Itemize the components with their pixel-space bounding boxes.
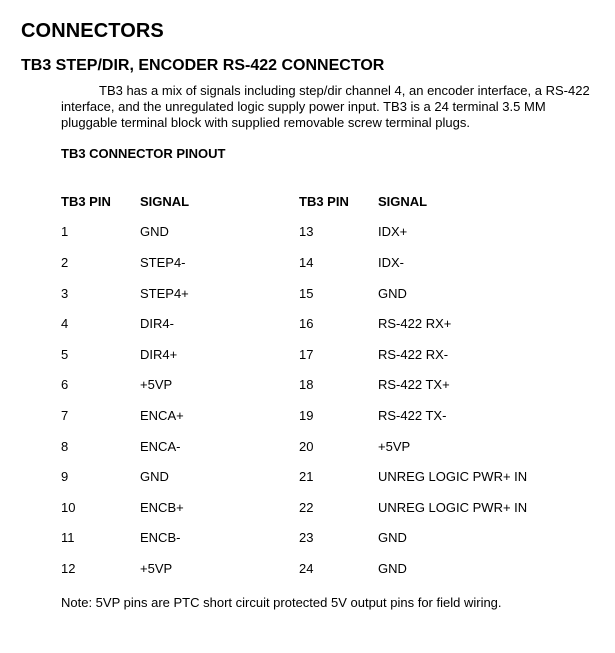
connector-heading: TB3 STEP/DIR, ENCODER RS-422 CONNECTOR [21,57,385,74]
pin-cell: 2 [61,254,69,270]
signal-cell: +5VP [378,438,411,454]
table-row [61,308,581,339]
pin-cell: 16 [299,316,314,332]
table-row [61,492,581,523]
pin-cell: 21 [299,469,314,485]
pin-cell: 6 [61,377,69,393]
pin-cell: 22 [299,499,314,515]
table-row [61,461,581,492]
pin-cell: 10 [61,499,76,515]
signal-cell: IDX+ [378,224,408,240]
signal-cell: GND [140,224,169,240]
table-row [61,400,581,431]
header-pin-left: TB3 PIN [61,193,111,209]
signal-cell: STEP4+ [140,285,189,301]
pin-cell: 5 [61,346,69,362]
table-row [61,278,581,309]
pin-cell: 13 [299,224,314,240]
signal-cell: DIR4+ [140,346,178,362]
pin-cell: 1 [61,224,69,240]
pin-cell: 3 [61,285,69,301]
table-row [61,217,581,248]
signal-cell: IDX- [378,254,404,270]
pinout-table [61,186,581,584]
signal-cell: RS-422 TX+ [378,377,450,393]
pin-cell: 4 [61,316,69,332]
signal-cell: ENCB+ [140,499,184,515]
signal-cell: STEP4- [140,254,186,270]
signal-cell: GND [140,469,169,485]
header-signal-left: SIGNAL [140,193,190,209]
table-row [61,431,581,462]
table-row [61,523,581,554]
header-pin-right: TB3 PIN [299,193,349,209]
footnote: Note: 5VP pins are PTC short circuit protected 5V output pins for field wiring. [61,595,502,610]
pinout-title: TB3 CONNECTOR PINOUT [61,146,226,161]
signal-cell: +5VP [140,377,173,393]
table-row [61,370,581,401]
pin-cell: 12 [61,560,76,576]
signal-cell: GND [378,285,407,301]
pin-cell: 19 [299,407,314,423]
pin-cell: 8 [61,438,69,454]
pin-cell: 14 [299,254,314,270]
pin-cell: 18 [299,377,314,393]
signal-cell: RS-422 RX- [378,346,449,362]
signal-cell: +5VP [140,560,173,576]
pin-cell: 24 [299,560,314,576]
table-row [61,247,581,278]
signal-cell: RS-422 RX+ [378,316,452,332]
pin-cell: 7 [61,407,69,423]
section-heading: CONNECTORS [21,20,164,42]
signal-cell: RS-422 TX- [378,407,447,423]
pin-cell: 15 [299,285,314,301]
signal-cell: DIR4- [140,316,174,332]
signal-cell: UNREG LOGIC PWR+ IN [378,469,528,485]
pin-cell: 9 [61,469,69,485]
intro-paragraph: TB3 has a mix of signals including step/dir channel 4, an encoder interface, a RS-422 interface, and the unregulated logic supply power input. TB3 is a 24 terminal 3.5 MM pluggable terminal block with supplied removable screw terminal plugs. [61,83,590,130]
table-row [61,339,581,370]
signal-cell: ENCA- [140,438,181,454]
pin-cell: 23 [299,530,314,546]
table-header-row [61,186,581,217]
signal-cell: ENCB- [140,530,181,546]
pin-cell: 17 [299,346,314,362]
pin-cell: 20 [299,438,314,454]
pin-cell: 11 [61,530,75,546]
signal-cell: GND [378,530,407,546]
signal-cell: GND [378,560,407,576]
signal-cell: UNREG LOGIC PWR+ IN [378,499,528,515]
header-signal-right: SIGNAL [378,193,428,209]
signal-cell: ENCA+ [140,407,184,423]
table-row [61,553,581,584]
